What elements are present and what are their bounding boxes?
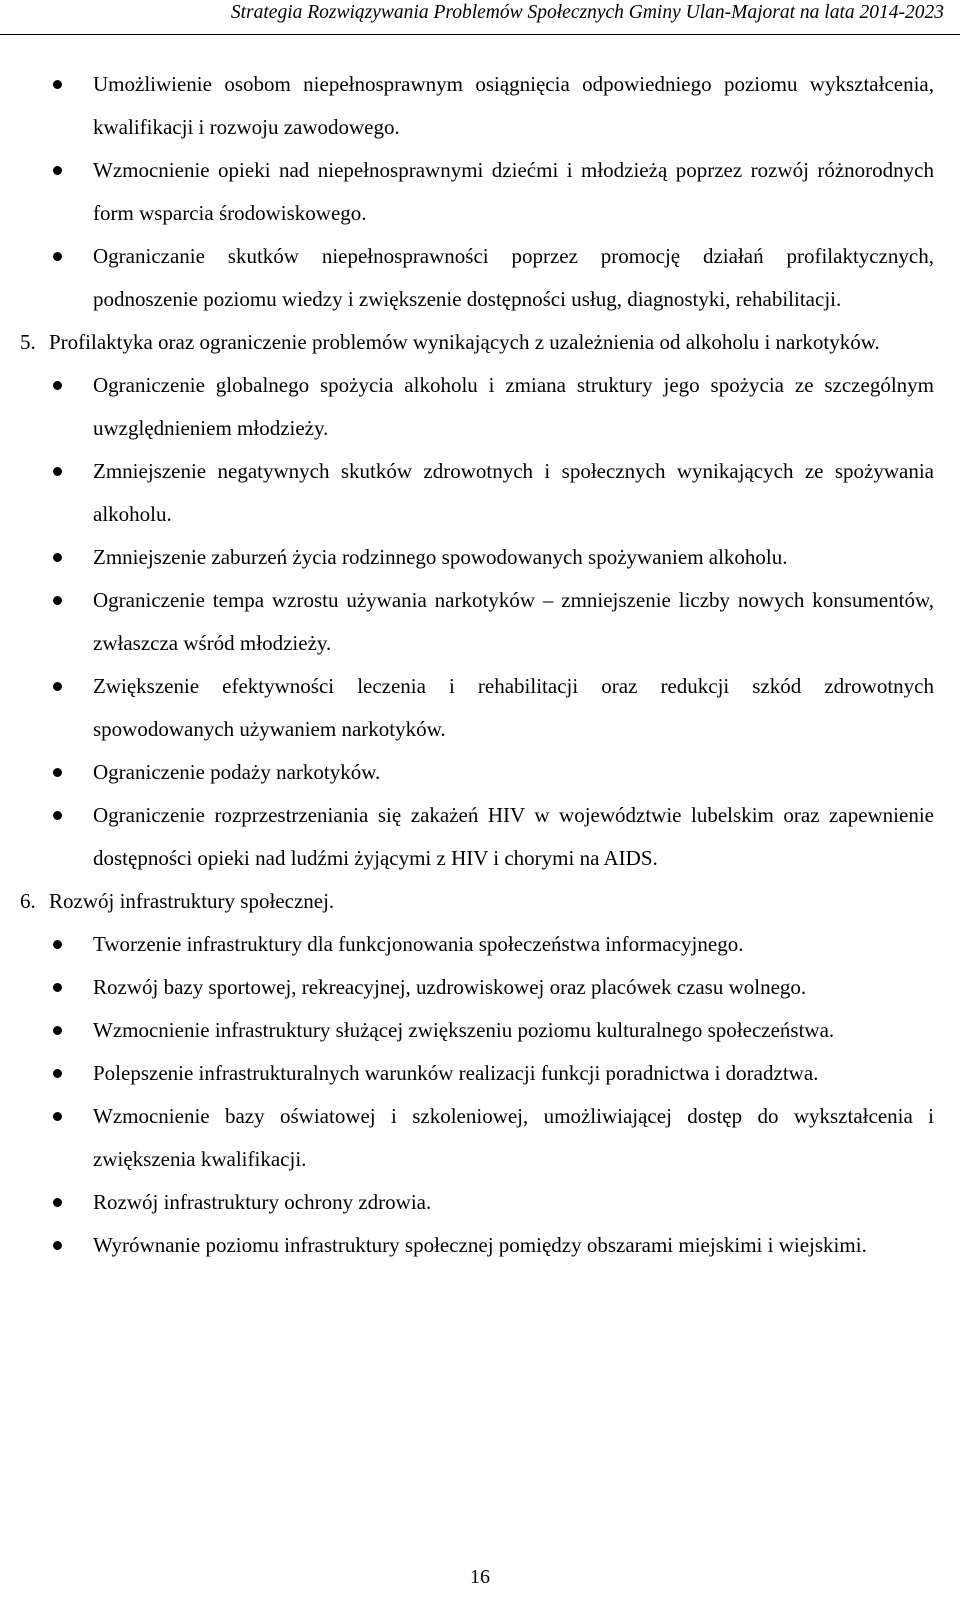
bullet-icon	[53, 1112, 62, 1121]
bullet-icon	[53, 682, 62, 691]
bullet-icon	[53, 811, 62, 820]
list-item	[20, 1052, 934, 1095]
list-item-text: Rozwój bazy sportowej, rekreacyjnej, uzdrowiskowej oraz placówek czasu wolnego.	[93, 975, 807, 999]
list-item	[20, 63, 934, 149]
bullet-icon	[53, 252, 62, 261]
list-item-text: Ograniczenie rozprzestrzeniania się zakażeń HIV w województwie lubelskim oraz zapewnienie dostępności opieki nad ludźmi żyjącymi z HIV i chorymi na AIDS.	[93, 803, 934, 870]
section-heading-text: Profilaktyka oraz ograniczenie problemów wynikających z uzależnienia od alkoholu i narkotyków.	[49, 330, 880, 354]
list-item-text: Wzmocnienie bazy oświatowej i szkoleniowej, umożliwiającej dostęp do wykształcenia i zwiększenia kwalifikacji.	[93, 1104, 934, 1171]
bullet-icon	[53, 983, 62, 992]
section-number: 5.	[20, 330, 36, 354]
list-item-text: Umożliwienie osobom niepełnosprawnym osiągnięcia odpowiedniego poziomu wykształcenia, kwalifikacji i rozwoju zawodowego.	[93, 72, 934, 139]
list-item	[20, 1009, 934, 1052]
list-item	[20, 665, 934, 751]
bullet-icon	[53, 467, 62, 476]
list-item-text: Wyrównanie poziomu infrastruktury społecznej pomiędzy obszarami miejskimi i wiejskimi.	[93, 1233, 867, 1257]
list-item-text: Polepszenie infrastrukturalnych warunków realizacji funkcji poradnictwa i doradztwa.	[93, 1061, 819, 1085]
list-item	[20, 1224, 934, 1267]
document-body	[20, 63, 934, 1267]
bullet-icon	[53, 940, 62, 949]
list-item-text: Rozwój infrastruktury ochrony zdrowia.	[93, 1190, 432, 1214]
list-item	[20, 450, 934, 536]
page-number: 16	[470, 1566, 490, 1588]
page-header	[0, 0, 960, 35]
list-item-text: Ograniczenie globalnego spożycia alkoholu i zmiana struktury jego spożycia ze szczególnym uwzględnieniem młodzieży.	[93, 373, 934, 440]
bullet-icon	[53, 381, 62, 390]
bullet-icon	[53, 1026, 62, 1035]
list-item-text: Ograniczanie skutków niepełnosprawności poprzez promocję działań profilaktycznych, podnoszenie poziomu wiedzy i zwiększenie dostępności usług, diagnostyki, rehabilitacji.	[93, 244, 934, 311]
bullet-icon	[53, 166, 62, 175]
bullet-icon	[53, 1069, 62, 1078]
list-item	[20, 1181, 934, 1224]
list-item	[20, 1095, 934, 1181]
list-item	[20, 536, 934, 579]
bullet-icon	[53, 1198, 62, 1207]
list-item	[20, 751, 934, 794]
header-title: Strategia Rozwiązywania Problemów Społecznych Gminy Ulan-Majorat na lata 2014-2023	[230, 2, 944, 23]
list-item-text: Wzmocnienie infrastruktury służącej zwiększeniu poziomu kulturalnego społeczeństwa.	[93, 1018, 835, 1042]
list-item-text: Wzmocnienie opieki nad niepełnosprawnymi dziećmi i młodzieżą poprzez rozwój różnorodnych form wsparcia środowiskowego.	[93, 158, 934, 225]
bullet-icon	[53, 1241, 62, 1250]
list-item-text: Tworzenie infrastruktury dla funkcjonowania społeczeństwa informacyjnego.	[93, 932, 744, 956]
bullet-icon	[53, 596, 62, 605]
list-item	[20, 235, 934, 321]
list-item-text: Zwiększenie efektywności leczenia i rehabilitacji oraz redukcji szkód zdrowotnych spowodowanych używaniem narkotyków.	[93, 674, 934, 741]
list-item	[20, 966, 934, 1009]
bullet-icon	[53, 80, 62, 89]
section-heading-text: Rozwój infrastruktury społecznej.	[49, 889, 335, 913]
list-item-text: Ograniczenie tempa wzrostu używania narkotyków – zmniejszenie liczby nowych konsumentów, zwłaszcza wśród młodzieży.	[93, 588, 934, 655]
list-item-text: Zmniejszenie negatywnych skutków zdrowotnych i społecznych wynikających ze spożywania alkoholu.	[93, 459, 934, 526]
section-heading	[20, 880, 934, 923]
section-number: 6.	[20, 889, 36, 913]
list-item	[20, 364, 934, 450]
list-item	[20, 794, 934, 880]
list-item-text: Zmniejszenie zaburzeń życia rodzinnego spowodowanych spożywaniem alkoholu.	[93, 545, 788, 569]
section-heading	[20, 321, 934, 364]
list-item	[20, 149, 934, 235]
list-item	[20, 579, 934, 665]
list-item	[20, 923, 934, 966]
bullet-icon	[53, 553, 62, 562]
list-item-text: Ograniczenie podaży narkotyków.	[93, 760, 381, 784]
bullet-icon	[53, 768, 62, 777]
